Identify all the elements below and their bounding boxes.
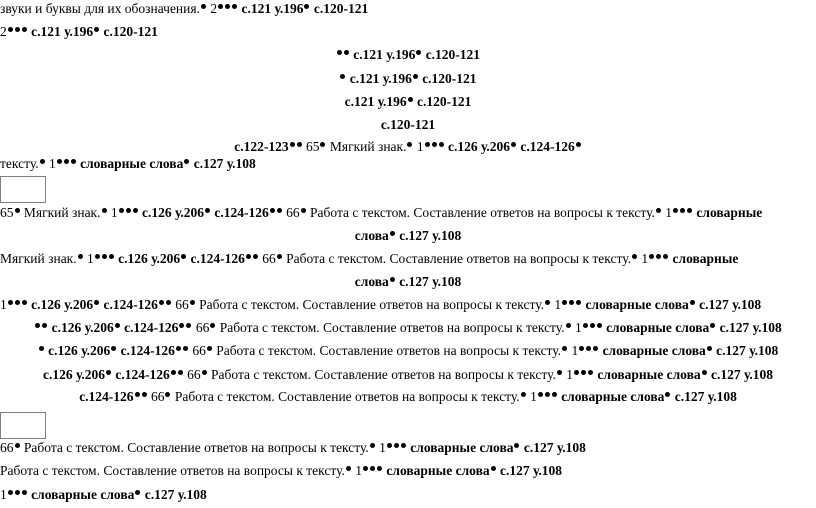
bold-text: с.124-126 (120, 320, 179, 335)
bullet-icon (394, 443, 399, 448)
bullet-icon (581, 370, 586, 375)
text-line-5 (0, 94, 816, 110)
text-line-7 (0, 139, 816, 155)
bullet-icon (344, 50, 349, 55)
bold-text: с.121 у.196 (349, 47, 416, 62)
text-line-18 (0, 440, 586, 456)
bold-text: с.120-121 (418, 71, 477, 86)
bullet-icon (171, 370, 176, 375)
bullet-icon (346, 466, 351, 471)
bullet-icon (514, 443, 519, 448)
bold-text: с.127 у.108 (520, 440, 586, 455)
bullet-icon (562, 300, 567, 305)
text-line-2 (0, 24, 158, 40)
text-run: 66 (171, 297, 189, 312)
bullet-icon (64, 159, 69, 164)
bullet-icon (439, 142, 444, 147)
text-line-3 (0, 47, 816, 63)
text-run: Работа с текстом. Составление ответов на вопросы к тексту. (212, 343, 562, 358)
bullet-icon (94, 27, 99, 32)
bold-text: словарные слова (594, 367, 701, 382)
text-run: 66 (192, 320, 210, 335)
bullet-icon (95, 254, 100, 259)
bullet-icon (680, 208, 685, 213)
bold-text: словарные слова (599, 343, 706, 358)
bullet-icon (142, 392, 147, 397)
bullet-icon (15, 490, 20, 495)
text-line-19 (0, 463, 562, 479)
bullet-icon (521, 392, 526, 397)
text-line-15 (0, 343, 816, 359)
bold-text: словарные (693, 205, 763, 220)
bullet-icon (566, 323, 571, 328)
bullet-icon (562, 346, 567, 351)
text-line-20 (0, 487, 207, 503)
bold-text: с.121 у.196 (346, 71, 412, 86)
text-line-13 (0, 297, 761, 313)
bullet-icon (363, 466, 368, 471)
bullet-icon (590, 323, 595, 328)
text-run: Работа с текстом. Составление ответов на вопросы к тексту. (0, 463, 345, 478)
bullet-icon (253, 254, 258, 259)
bullet-icon (202, 370, 207, 375)
bullet-icon (545, 300, 550, 305)
bullet-icon (22, 300, 27, 305)
bullet-icon (511, 142, 516, 147)
bullet-icon (15, 208, 20, 213)
bullet-icon (8, 27, 13, 32)
text-run: Работа с текстом. Составление ответов на вопросы к тексту. (207, 367, 556, 382)
bold-text: с.126 у.206 (42, 367, 105, 382)
bullet-icon (390, 231, 395, 236)
bullet-icon (190, 300, 195, 305)
bullet-icon (649, 254, 654, 259)
text-run: Работа с текстом. Составление ответов на вопросы к тексту. (306, 205, 655, 220)
bullet-icon (8, 300, 13, 305)
text-run: 1 (661, 205, 673, 220)
bullet-icon (15, 443, 20, 448)
text-line-10 (0, 228, 816, 244)
bold-text: с.124-126 (112, 367, 170, 382)
bullet-icon (181, 254, 186, 259)
bullet-icon (673, 208, 678, 213)
bold-text: с.126 у.206 (114, 251, 181, 266)
bullet-icon (588, 370, 593, 375)
text-run: Работа с текстом. Составление ответов на вопросы к тексту. (171, 389, 520, 404)
bullet-icon (557, 370, 562, 375)
text-run: тексту. (0, 156, 39, 171)
bullet-icon (133, 208, 138, 213)
bullet-icon (656, 254, 661, 259)
bullet-icon (425, 142, 430, 147)
text-run: 66 (258, 251, 276, 266)
bold-text: с.122-123 (234, 139, 289, 154)
text-run: 65 (0, 205, 14, 220)
bold-text: словарные слова (582, 297, 689, 312)
bullet-icon (320, 142, 325, 147)
bullet-icon (166, 300, 171, 305)
bullet-icon (579, 346, 584, 351)
text-line-12 (0, 274, 816, 290)
bold-text: с.126 у.206 (44, 343, 111, 358)
bullet-icon (42, 323, 47, 328)
text-run: 1 (413, 139, 424, 154)
text-line-1 (0, 1, 368, 17)
bold-text: с.124-126 (517, 139, 575, 154)
bullet-icon (538, 392, 543, 397)
bullet-icon (491, 466, 496, 471)
bullet-icon (210, 323, 215, 328)
bullet-icon (593, 346, 598, 351)
bullet-icon (583, 323, 588, 328)
text-run: Работа с текстом. Составление ответов на вопросы к тексту. (20, 440, 369, 455)
bullet-icon (205, 208, 210, 213)
bullet-icon (232, 4, 237, 9)
bullet-icon (102, 254, 107, 259)
bullet-icon (183, 346, 188, 351)
bullet-icon (270, 208, 275, 213)
bullet-icon (218, 4, 223, 9)
bullet-icon (106, 370, 111, 375)
empty-text-box[interactable] (0, 412, 46, 439)
text-run: Мягкий знак. (0, 251, 77, 266)
bold-text: словарные слова (602, 320, 710, 335)
bold-text: с.121 у.196 (238, 1, 304, 16)
text-run: 2 (206, 1, 218, 16)
bullet-icon (297, 142, 302, 147)
text-run: 1 (0, 297, 7, 312)
bullet-icon (178, 370, 183, 375)
bullet-icon (186, 323, 191, 328)
bold-text: с.127 у.108 (716, 320, 782, 335)
empty-text-box[interactable] (0, 176, 46, 203)
bold-text: с.127 у.108 (395, 274, 462, 289)
text-run: звуки и буквы для их обозначения. (0, 1, 200, 16)
text-run: 1 (107, 205, 118, 220)
bullet-icon (407, 142, 412, 147)
bold-text: с.127 у.108 (695, 297, 762, 312)
bullet-icon (35, 323, 40, 328)
text-run: Мягкий знак. (326, 139, 407, 154)
bullet-icon (201, 4, 206, 9)
text-run: Работа с текстом. Составление ответов на вопросы к тексту. (195, 297, 545, 312)
bullet-icon (656, 208, 661, 213)
bullet-icon (176, 346, 181, 351)
text-run: 1 (638, 251, 649, 266)
text-line-6 (0, 117, 816, 133)
text-run: 1 (351, 463, 362, 478)
bullet-icon (545, 392, 550, 397)
bullet-icon (246, 254, 251, 259)
text-run: 1 (0, 487, 7, 502)
bullet-icon (569, 300, 574, 305)
text-run: Мягкий знак. (20, 205, 101, 220)
bold-text: с.120-121 (380, 117, 436, 132)
bullet-icon (632, 254, 637, 259)
bold-text: с.127 у.108 (190, 156, 256, 171)
bold-text: с.124-126 (187, 251, 245, 266)
bullet-icon (22, 490, 27, 495)
bullet-icon (40, 159, 45, 164)
bullet-icon (207, 346, 212, 351)
bold-text: с.127 у.108 (496, 463, 562, 478)
text-run: 1 (568, 343, 579, 358)
bold-text: с.126 у.206 (27, 297, 94, 312)
bold-text: с.127 у.108 (707, 367, 773, 382)
bold-text: с.124-126 (100, 297, 158, 312)
bold-text: с.127 у.108 (671, 389, 737, 404)
bold-text: с.127 у.108 (395, 228, 462, 243)
bullet-icon (370, 466, 375, 471)
bullet-icon (552, 392, 557, 397)
bullet-icon (377, 466, 382, 471)
bullet-icon (135, 490, 140, 495)
bullet-icon (416, 50, 421, 55)
bullet-icon (702, 370, 707, 375)
bullet-icon (78, 254, 83, 259)
bullet-icon (337, 50, 342, 55)
bullet-icon (340, 74, 345, 79)
bold-text: с.124-126 (117, 343, 175, 358)
bold-text: с.126 у.206 (48, 320, 114, 335)
text-run: Работа с текстом. Составление ответов на вопросы к тексту. (282, 251, 632, 266)
bold-text: с.120-121 (422, 47, 481, 62)
bold-text: с.120-121 (310, 1, 369, 16)
bullet-icon (135, 392, 140, 397)
text-run: 1 (526, 389, 537, 404)
bullet-icon (225, 4, 230, 9)
bullet-icon (690, 300, 695, 305)
bold-text: словарные (669, 251, 739, 266)
bold-text: словарные слова (76, 156, 184, 171)
text-line-8 (0, 156, 256, 172)
bullet-icon (576, 300, 581, 305)
text-run: Работа с текстом. Составление ответов на вопросы к тексту. (216, 320, 565, 335)
text-run: 1 (83, 251, 94, 266)
text-run: 1 (45, 156, 56, 171)
bold-text: с.127 у.108 (712, 343, 779, 358)
bullet-icon (15, 27, 20, 32)
bullet-icon (277, 254, 282, 259)
bullet-icon (109, 254, 114, 259)
bullet-icon (159, 300, 164, 305)
bullet-icon (179, 323, 184, 328)
bullet-icon (574, 370, 579, 375)
text-run: 66 (0, 440, 14, 455)
bold-text: с.121 у.196 (344, 94, 407, 109)
bullet-icon (370, 443, 375, 448)
bullet-icon (115, 323, 120, 328)
bullet-icon (126, 208, 131, 213)
bullet-icon (102, 208, 107, 213)
text-line-4 (0, 71, 816, 87)
text-line-17 (0, 389, 816, 405)
bullet-icon (301, 208, 306, 213)
text-run: 1 (551, 297, 562, 312)
bullet-icon (71, 159, 76, 164)
bullet-icon (39, 346, 44, 351)
bold-text: с.124-126 (79, 389, 134, 404)
bullet-icon (710, 323, 715, 328)
bullet-icon (290, 142, 295, 147)
bullet-icon (304, 4, 309, 9)
bold-text: словарные слова (383, 463, 490, 478)
bullet-icon (165, 392, 170, 397)
bullet-icon (665, 392, 670, 397)
bold-text: с.120-121 (100, 24, 158, 39)
bold-text: слова (354, 228, 389, 243)
bold-text: с.120-121 (413, 94, 472, 109)
bullet-icon (432, 142, 437, 147)
text-line-11 (0, 251, 738, 267)
bold-text: словарные слова (27, 487, 135, 502)
bullet-icon (597, 323, 602, 328)
bullet-icon (111, 346, 116, 351)
text-run: 66 (147, 389, 165, 404)
bullet-icon (576, 142, 581, 147)
text-line-9 (0, 205, 762, 221)
bullet-icon (119, 208, 124, 213)
text-run: 1 (375, 440, 386, 455)
bullet-icon (586, 346, 591, 351)
bullet-icon (387, 443, 392, 448)
bold-text: с.126 у.206 (138, 205, 205, 220)
bold-text: с.124-126 (211, 205, 269, 220)
text-run: 66 (188, 343, 206, 358)
bold-text: с.126 у.206 (444, 139, 510, 154)
bullet-icon (277, 208, 282, 213)
bullet-icon (408, 97, 413, 102)
text-run: 66 (282, 205, 300, 220)
text-line-14 (0, 320, 816, 336)
text-run: 66 (183, 367, 201, 382)
bullet-icon (663, 254, 668, 259)
bullet-icon (57, 159, 62, 164)
bullet-icon (184, 159, 189, 164)
text-run: 1 (562, 367, 573, 382)
bullet-icon (22, 27, 27, 32)
bullet-icon (413, 74, 418, 79)
text-run: 2 (0, 24, 7, 39)
text-run: 65 (302, 139, 320, 154)
bold-text: словарные слова (406, 440, 514, 455)
bullet-icon (94, 300, 99, 305)
text-line-16 (0, 367, 816, 383)
text-run: 1 (571, 320, 582, 335)
bold-text: слова (354, 274, 389, 289)
bullet-icon (401, 443, 406, 448)
bullet-icon (707, 346, 712, 351)
bold-text: словарные слова (557, 389, 665, 404)
bullet-icon (687, 208, 692, 213)
bullet-icon (390, 277, 395, 282)
bullet-icon (15, 300, 20, 305)
bullet-icon (8, 490, 13, 495)
bold-text: с.121 у.196 (27, 24, 94, 39)
bold-text: с.127 у.108 (141, 487, 207, 502)
